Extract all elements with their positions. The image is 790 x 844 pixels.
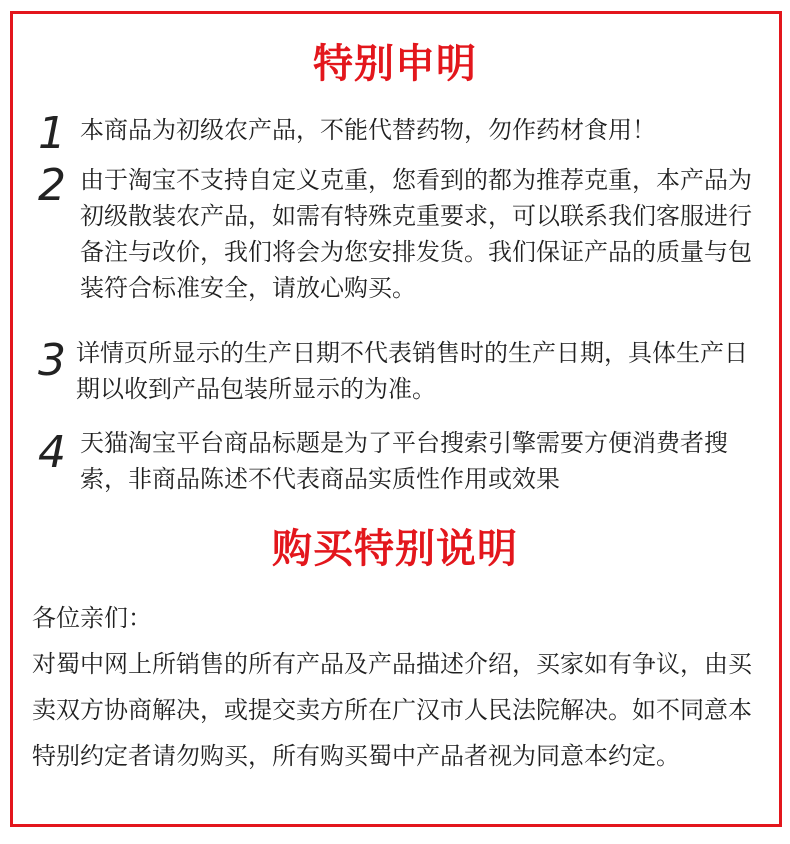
item-number: 2 bbox=[38, 160, 66, 211]
item-text: 本商品为初级农产品，不能代替药物，勿作药材食用！ bbox=[80, 116, 656, 144]
purchase-body: 对蜀中网上所销售的所有产品及产品描述介绍，买家如有争议，由买卖双方协商解决，或提交卖方所在广汉市人民法院解决。如不同意本特别约定者请勿购买，所有购买蜀中产品者视为同意本约定。 bbox=[32, 650, 752, 770]
item-number: 1 bbox=[38, 108, 66, 159]
item-number: 4 bbox=[38, 427, 66, 478]
purchase-title: 购买特别说明 bbox=[272, 526, 518, 572]
item-text: 由于淘宝不支持自定义克重，您看到的都为推荐克重，本产品为初级散装农产品，如需有特殊克重要求，可以联系我们客服进行备注与改价，我们将会为您安排发货。我们保证产品的质量与包装符合标准安全，请放心购买。 bbox=[80, 166, 752, 302]
notice-title: 特别申明 bbox=[313, 41, 477, 87]
purchase-greeting: 各位亲们： bbox=[32, 604, 152, 632]
item-text: 天猫淘宝平台商品标题是为了平台搜索引擎需要方便消费者搜索，非商品陈述不代表商品实质性作用或效果 bbox=[80, 429, 728, 493]
purchase-statement bbox=[32, 595, 758, 779]
item-text: 详情页所显示的生产日期不代表销售时的生产日期，具体生产日期以收到产品包装所显示的为准。 bbox=[76, 339, 748, 403]
item-number: 3 bbox=[38, 335, 66, 386]
